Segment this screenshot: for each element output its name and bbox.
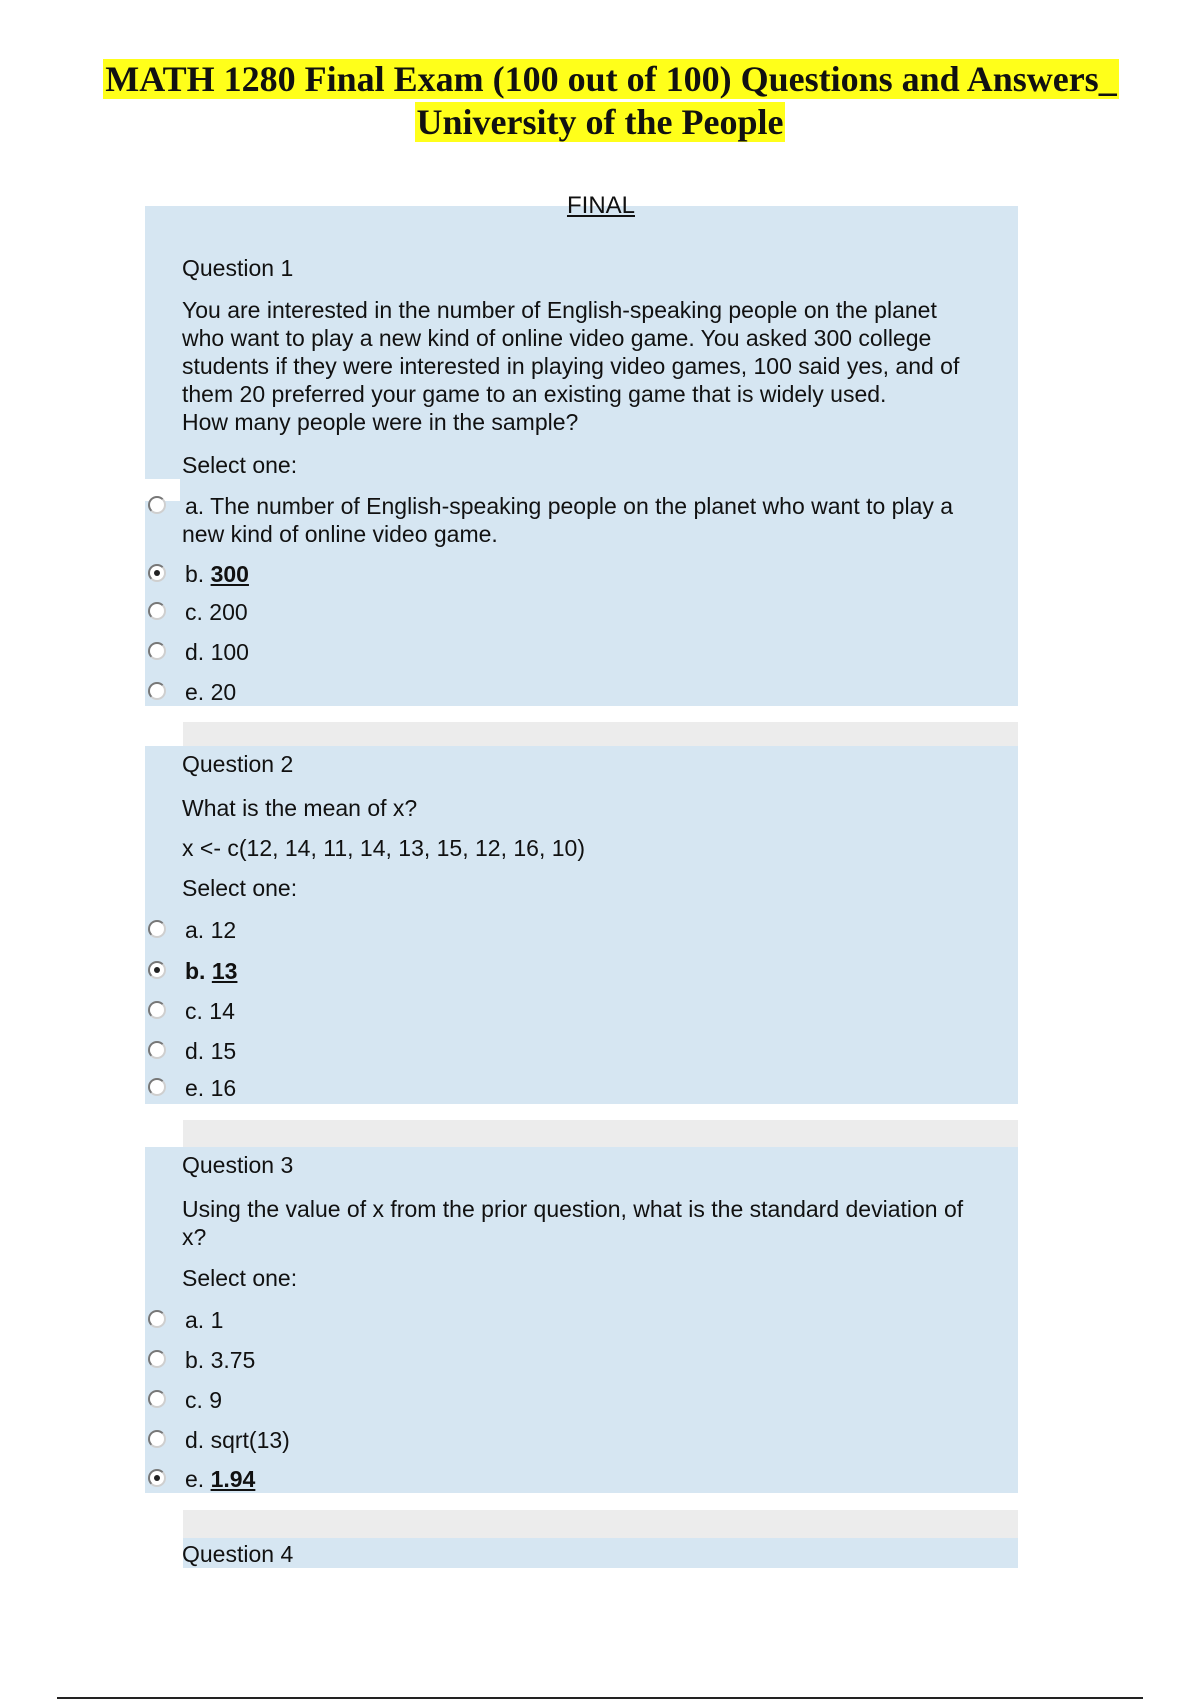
question-3-select-prompt: Select one:	[182, 1265, 298, 1291]
question-1-text-line: students if they were interested in playing video games, 100 said yes, and of	[182, 353, 960, 379]
option-prefix: c.	[185, 599, 203, 625]
option-prefix: e.	[185, 679, 205, 705]
option-prefix: e.	[185, 1075, 205, 1101]
option-label: 13	[211, 958, 238, 984]
question-3-option-e[interactable]	[145, 1465, 1018, 1497]
option-prefix: a.	[185, 917, 205, 943]
option-text	[185, 560, 249, 588]
radio-button-icon[interactable]	[148, 1078, 166, 1096]
question-3-option-a[interactable]	[145, 1306, 1018, 1338]
question-1-select-prompt: Select one:	[182, 452, 298, 478]
page-footer-rule	[57, 1697, 1143, 1699]
option-prefix: d.	[185, 1038, 205, 1064]
question-1-option-a[interactable]	[145, 492, 1018, 552]
option-text	[185, 1306, 223, 1334]
question-3-text-line: x?	[182, 1224, 207, 1250]
option-label: 14	[209, 998, 235, 1024]
question-3-label: Question 3	[182, 1152, 294, 1178]
question-1-option-e[interactable]	[145, 678, 1018, 710]
radio-button-icon[interactable]	[148, 642, 166, 660]
radio-button-icon[interactable]	[148, 602, 166, 620]
question-2-label: Question 2	[182, 751, 294, 777]
option-text	[185, 997, 235, 1025]
option-text	[185, 1074, 236, 1102]
option-label: 12	[210, 917, 237, 943]
option-prefix: b.	[185, 1347, 205, 1373]
option-prefix: a.	[185, 1307, 205, 1333]
question-2-option-e[interactable]	[145, 1074, 1018, 1106]
option-text	[185, 1386, 222, 1414]
radio-button-icon[interactable]	[148, 1350, 166, 1368]
option-prefix: b.	[185, 561, 205, 587]
question-separator	[183, 722, 1018, 746]
option-label: The number of English-speaking people on the planet who want to play a	[210, 493, 954, 519]
option-text	[185, 638, 249, 666]
option-text	[185, 916, 236, 944]
option-label: 300	[210, 561, 249, 587]
title-line-1: MATH 1280 Final Exam (100 out of 100) Questions and Answers_	[105, 59, 1117, 99]
option-text	[185, 1037, 236, 1065]
option-label: 100	[210, 639, 249, 665]
option-prefix: b.	[185, 958, 206, 984]
radio-button-icon[interactable]	[148, 496, 166, 514]
question-3-text	[182, 1195, 1010, 1251]
question-1-option-d[interactable]	[145, 638, 1018, 670]
question-2-text: What is the mean of x?	[182, 795, 418, 821]
question-2-option-b[interactable]	[145, 957, 1018, 989]
radio-button-icon[interactable]	[148, 1001, 166, 1019]
question-4-label: Question 4	[182, 1541, 294, 1567]
question-3-option-b[interactable]	[145, 1346, 1018, 1378]
radio-button-selected-icon[interactable]	[148, 1469, 166, 1487]
question-2-code: x <- c(12, 14, 11, 14, 13, 15, 12, 16, 10)	[182, 835, 585, 861]
option-label: 200	[209, 599, 248, 625]
question-1-text-line: You are interested in the number of English-speaking people on the planet	[182, 297, 937, 323]
option-label: sqrt(13)	[210, 1427, 290, 1453]
option-text	[185, 957, 237, 985]
radio-button-icon[interactable]	[148, 1390, 166, 1408]
title-line-2: University of the People	[416, 102, 784, 142]
option-text	[185, 598, 248, 626]
question-1-text	[182, 296, 1010, 436]
option-label: 16	[210, 1075, 237, 1101]
option-label: 9	[209, 1387, 223, 1413]
radio-button-selected-icon[interactable]	[148, 564, 166, 582]
question-separator	[183, 1120, 1018, 1147]
radio-button-icon[interactable]	[148, 1430, 166, 1448]
question-2-option-d[interactable]	[145, 1037, 1018, 1069]
option-text	[185, 1426, 290, 1454]
question-1-text-line: How many people were in the sample?	[182, 409, 579, 435]
option-text	[185, 1465, 255, 1493]
question-1-option-c[interactable]	[145, 598, 1018, 630]
option-prefix: e.	[185, 1466, 205, 1492]
question-2-option-c[interactable]	[145, 997, 1018, 1029]
question-3-option-d[interactable]	[145, 1426, 1018, 1458]
question-1-text-line: who want to play a new kind of online video game. You asked 300 college	[182, 325, 932, 351]
option-label: 20	[210, 679, 237, 705]
document-title	[0, 58, 1200, 144]
radio-button-icon[interactable]	[148, 682, 166, 700]
question-4-panel	[183, 1538, 1018, 1568]
question-1-text-line: them 20 preferred your game to an existing game that is widely used.	[182, 381, 887, 407]
option-prefix: c.	[185, 1387, 203, 1413]
option-text	[185, 492, 953, 520]
question-2-select-prompt: Select one:	[182, 875, 298, 901]
radio-button-icon[interactable]	[148, 920, 166, 938]
radio-button-selected-icon[interactable]	[148, 961, 166, 979]
radio-button-icon[interactable]	[148, 1310, 166, 1328]
option-label: 15	[210, 1038, 237, 1064]
option-text	[185, 678, 236, 706]
option-label: 1.94	[210, 1466, 256, 1492]
question-2-option-a[interactable]	[145, 916, 1018, 948]
option-label: 1	[210, 1307, 224, 1333]
section-heading: FINAL	[566, 192, 635, 219]
option-prefix: d.	[185, 1427, 205, 1453]
option-label: 3.75	[210, 1347, 256, 1373]
option-prefix: a.	[185, 493, 205, 519]
option-prefix: c.	[185, 998, 203, 1024]
question-1-label: Question 1	[182, 255, 294, 281]
option-text-continued: new kind of online video game.	[182, 521, 498, 547]
radio-button-icon[interactable]	[148, 1041, 166, 1059]
question-1-option-b[interactable]	[145, 560, 1018, 592]
question-3-text-line: Using the value of x from the prior question, what is the standard deviation of	[182, 1196, 964, 1222]
question-3-option-c[interactable]	[145, 1386, 1018, 1418]
question-separator	[183, 1510, 1018, 1538]
option-prefix: d.	[185, 639, 205, 665]
option-text	[185, 1346, 255, 1374]
